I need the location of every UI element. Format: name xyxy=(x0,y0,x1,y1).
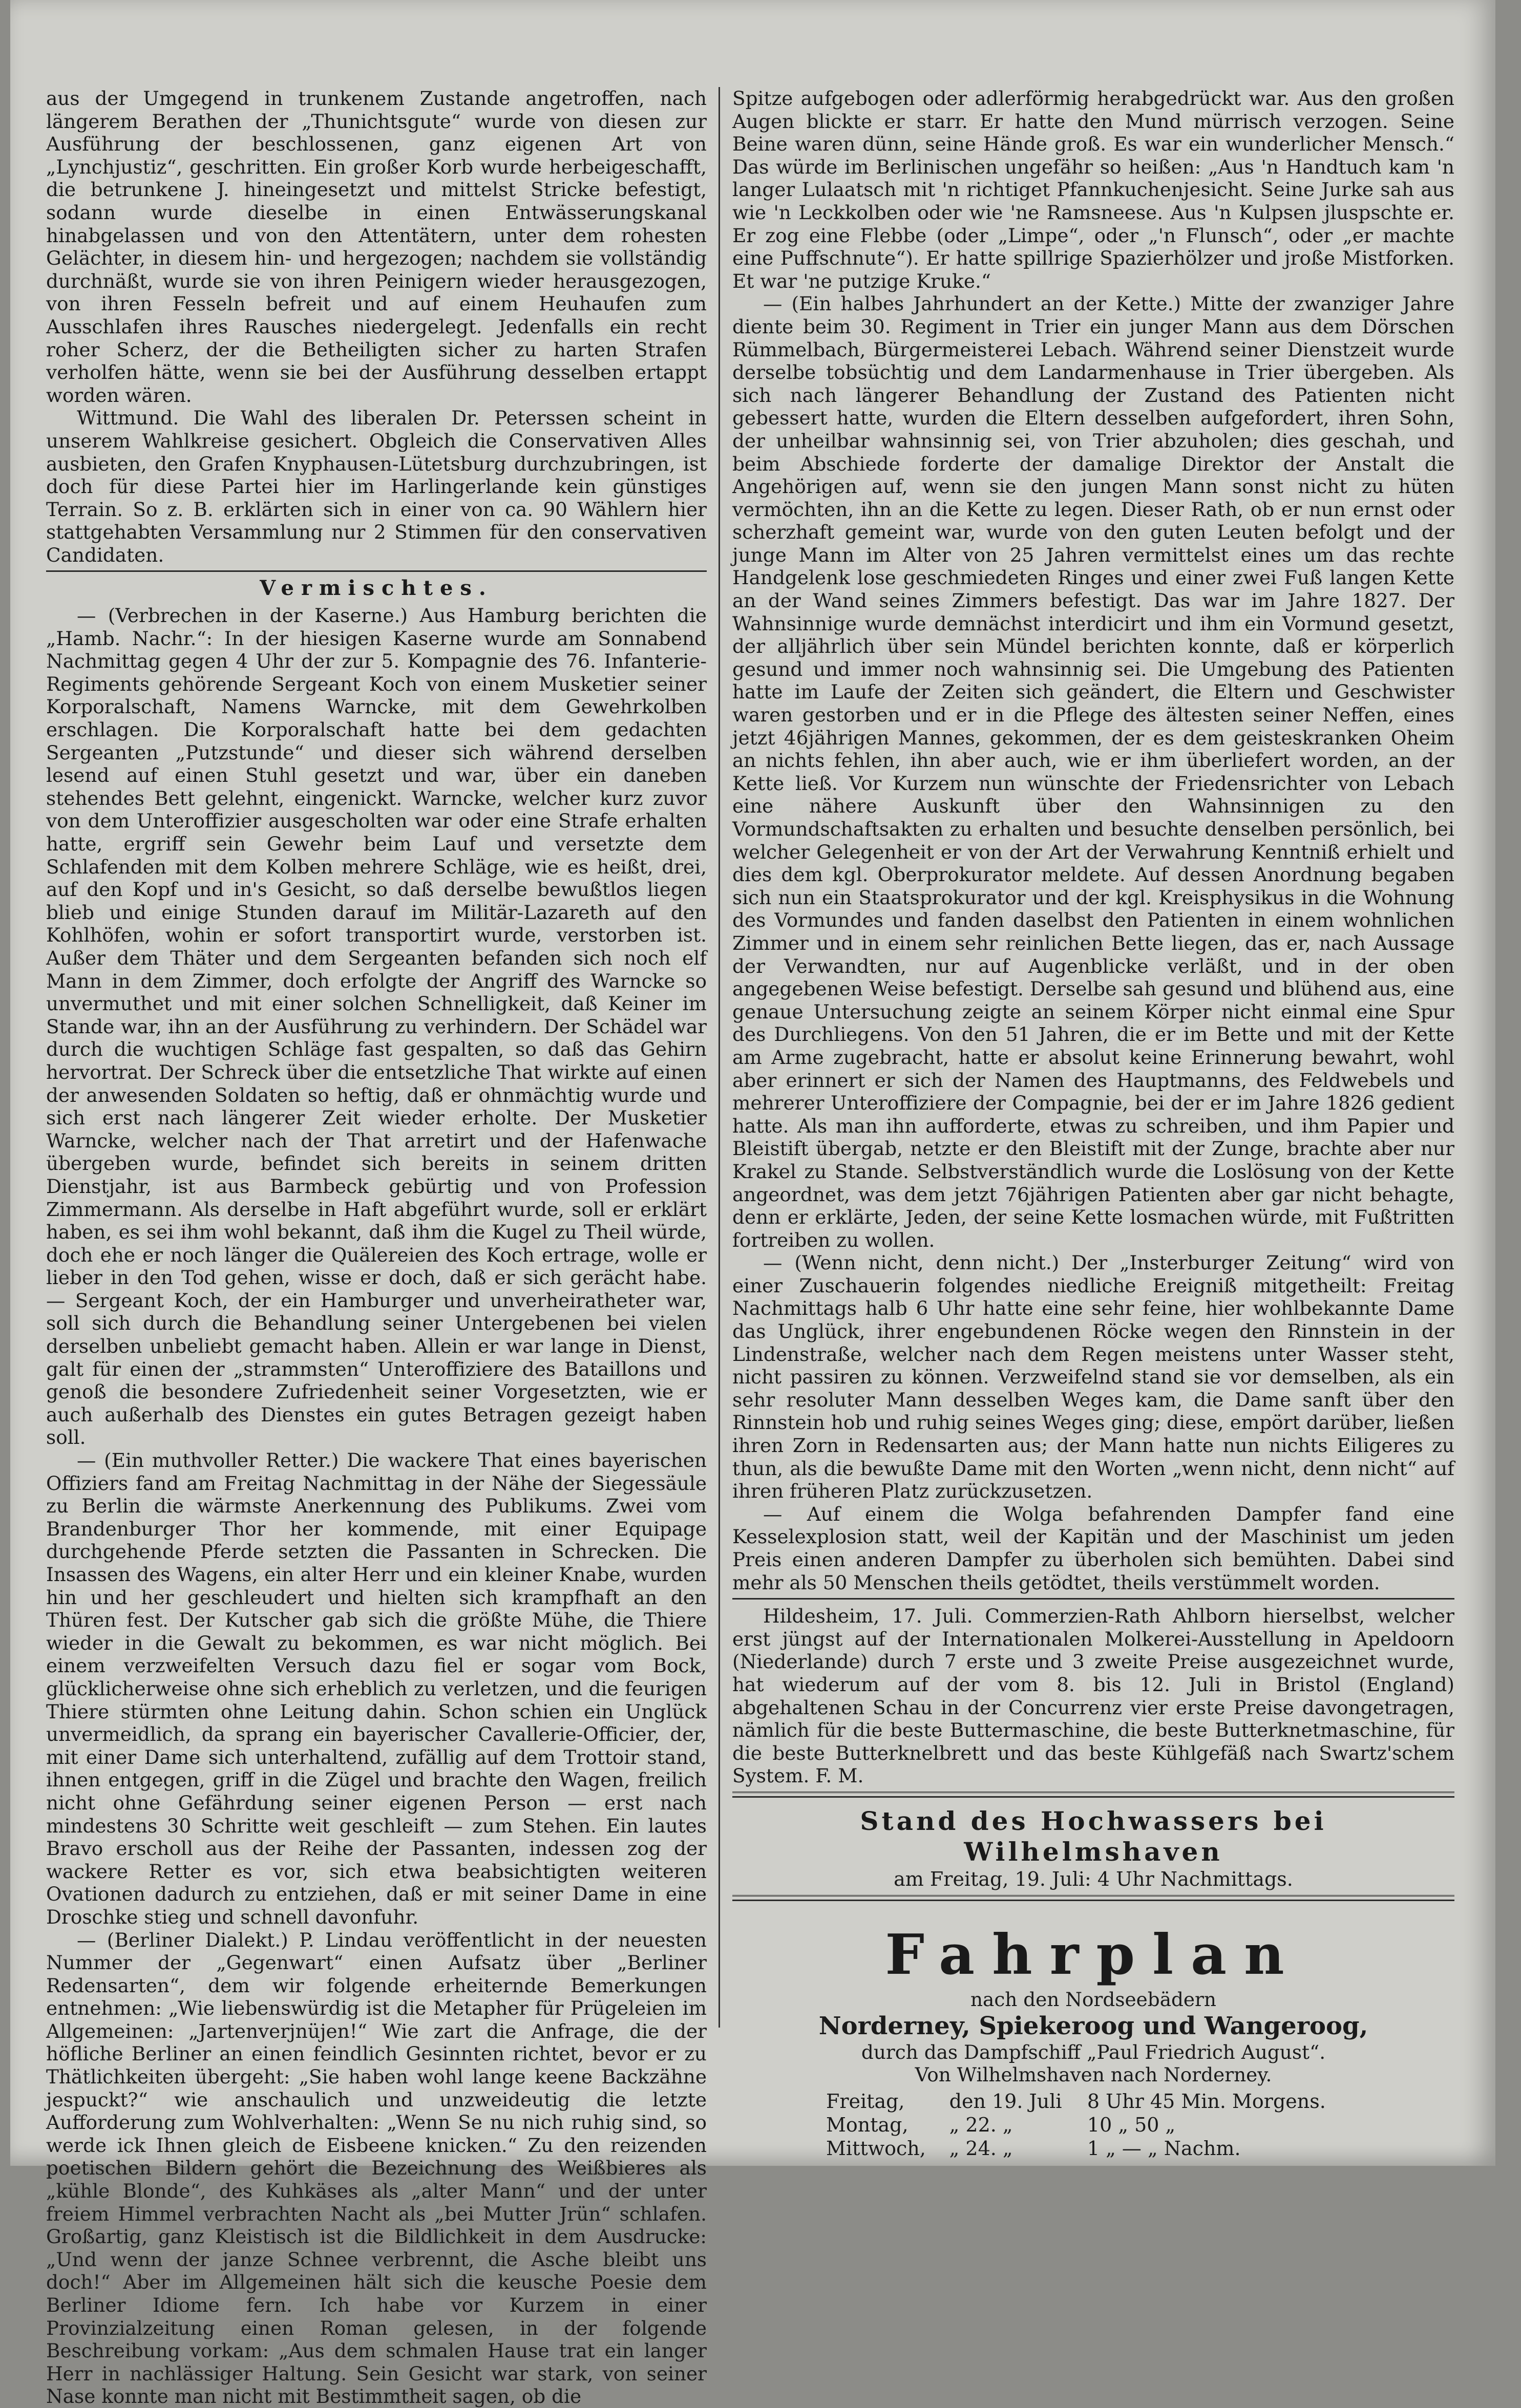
timetable-day: Mittwoch, xyxy=(826,2137,926,2160)
right-column xyxy=(732,87,1454,2160)
section-title-vermischtes: Vermischtes. xyxy=(260,576,493,601)
section-divider xyxy=(46,570,707,572)
article-wolga: — Auf einem die Wolga befahrenden Dampfer fand eine Kesselexplosion statt, weil der Kapitän und der Maschinist um jeden Preis einen anderen Dampfer zu überholen sich bemühten. Dabei sind mehr als 50 Menschen theils getödtet, theils verstümmelt worden. xyxy=(732,1502,1454,1594)
article-dialekt: — (Berliner Dialekt.) P. Lindau veröffentlicht in der neuesten Nummer der „Gegenwart“ einen Aufsatz über „Berliner Redensarten“, dem wir folgende erheiternde Bemerkungen entnehmen: „Wie liebenswürdig ist die Metapher für Prügeleien im Allgemeinen: „Jartenverjnüjen!“ Wie zart die Anfrage, die der höfliche Berliner an einen feindlich Gesinnten richtet, bevor er zu Thätlichkeiten übergeht: „Sie haben wohl lange keene Backzähne jespuckt?“ wie anschaulich und unzweideutig die letzte Aufforderung zum Wohlverhalten: „Wenn Se nu nich ruhig sind, so werde ick Ihnen gleich de Eisbeene knicken.“ Zu den reizenden poetischen Bildern gehört die Bezeichnung des Weißbieres als „kühle Blonde“, des Kuhkäses als „alter Mann“ und der unter freiem Himmel verbrachten Nacht als „bei Mutter Jrün“ schlafen. Großartig, ganz Kleistisch ist die Bildlichkeit in dem Ausdrucke: „Und wenn der janze Schnee verbrennt, die Asche bleibt uns doch!“ Aber im Allgemeinen hält sich die keusche Poesie dem Berliner Idiome fern. Ich habe vor Kurzem in einer Provinzialzeitung einen Roman gelesen, in der folgende Beschreibung vorkam: „Aus dem schmalen Hause trat ein langer Herr in nachlässiger Haltung. Sein Gesicht war stark, von seiner Nase konnte man nicht mit Bestimmtheit sagen, ob die xyxy=(46,1928,707,2408)
timetable-time: 8 Uhr 45 Min. Morgens. xyxy=(1087,2090,1326,2113)
newspaper-page xyxy=(10,0,1495,2408)
section-divider-double xyxy=(732,1792,1454,1798)
article-hildesheim: Hildesheim, 17. Juli. Commerzien-Rath Ahlborn hierselbst, welcher erst jüngst auf der Internationalen Molkerei-Ausstellung in Apeldoorn (Niederlande) durch 7 erste und 3 zweite Preise ausgezeichnet wurde, hat wiederum auf der vom 8. bis 12. Juli in Bristol (England) abgehaltenen Schau in der Concurrenz vier erste Preise davongetragen, nämlich für die beste Buttermaschine, die beste Butterknetmaschine, für die beste Butterknelbrett und das beste Kühlgefäß nach Swartz'schem System. F. M. xyxy=(732,1605,1454,1787)
fahrplan-timetable xyxy=(822,2090,1365,2160)
section-divider-double xyxy=(732,1895,1454,1901)
timetable-date: den 19. Juli xyxy=(949,2090,1062,2113)
fahrplan-ship: durch das Dampfschiff „Paul Friedrich August“. xyxy=(861,2040,1326,2063)
fahrplan-subtitle: nach den Nordseebädern xyxy=(970,1988,1217,2011)
fahrplan-title: Fahrplan xyxy=(885,1922,1302,1987)
article-retter: — (Ein muthvoller Retter.) Die wackere That eines bayerischen Offiziers fand am Freitag Nachmittag in der Nähe der Siegessäule zu Berlin die wärmste Anerkennung des Publikums. Zwei vom Brandenburger Thor her kommende, mit einer Equipage durchgehende Pferde setzten die Passanten in Schrecken. Die Insassen des Wagens, ein alter Herr und ein kleiner Knabe, wurden hin und her geschleudert und hielten sich krampfhaft an den Thüren fest. Der Kutscher gab sich die größte Mühe, die Thiere wieder in die Gewalt zu bekommen, es war nicht möglich. Bei einem verzweifelten Versuch dazu fiel er sogar vom Bock, glücklicherweise ohne sich erheblich zu verletzen, und die feurigen Thiere stürmten ohne Leitung dahin. Schon schien ein Unglück unvermeidlich, da sprang ein bayerischer Cavallerie-Officier, der, mit einer Dame sich unterhaltend, zufällig auf dem Trottoir stand, ihnen entgegen, griff in die Zügel und brachte den Wagen, freilich nicht ohne Gefährdung seiner eigenen Person — erst nach mindestens 30 Schritte weit geschleift — zum Stehen. Ein lautes Bravo erscholl aus der Reihe der Passanten, indessen zog der wackere Retter es vor, sich etwa beabsichtigten weiteren Ovationen dadurch zu entziehen, daß er mit seiner Dame in eine Droschke stieg und schnell davonfuhr. xyxy=(46,1449,707,1928)
timetable-day: Montag, xyxy=(826,2113,909,2136)
article-wittmund: Wittmund. Die Wahl des liberalen Dr. Peterssen scheint in unserem Wahlkreise gesichert. Obgleich die Conservativen Alles ausbieten, den Grafen Knyphausen-Lütetsburg durchzubringen, ist doch für diese Partei hier im Harlingerlande kein günstiges Terrain. So z. B. erklärten sich in einer von ca. 90 Wählern hier stattgehabten Versammlung nur 2 Stimmen für den conservativen Candidaten. xyxy=(46,407,707,566)
table-row xyxy=(822,2113,1365,2137)
timetable-date: „ 24. „ xyxy=(949,2137,1013,2160)
article-kaserne: — (Verbrechen in der Kaserne.) Aus Hamburg berichten die „Hamb. Nachr.“: In der hiesigen Kaserne wurde am Sonnabend Nachmittag gegen 4 Uhr der zur 5. Kompagnie des 76. Infanterie-Regiments gehörende Sergeant Koch von einem Musketier seiner Korporalschaft, Namens Warncke, mit dem Gewehrkolben erschlagen. Die Korporalschaft hatte bei dem gedachten Sergeanten „Putzstunde“ und dieser sich während derselben lesend auf einen Stuhl gesetzt und war, über ein daneben stehendes Bett gelehnt, eingenickt. Warncke, welcher kurz zuvor von dem Unteroffizier ausgescholten war oder eine Strafe erhalten hatte, ergriff sein Gewehr beim Lauf und versetzte dem Schlafenden mit dem Kolben mehrere Schläge, wie es heißt, drei, auf den Kopf und in's Gesicht, so daß derselbe bewußtlos liegen blieb und einige Stunden darauf im Militär-Lazareth auf den Kohlhöfen, wohin er sofort transportirt wurde, verstorben ist. Außer dem Thäter und dem Sergeanten befanden sich noch elf Mann in dem Zimmer, doch erfolgte der Angriff des Warncke so unvermuthet und mit einer solchen Schnelligkeit, daß Keiner im Stande war, ihn an der Ausführung zu verhindern. Der Schädel war durch die wuchtigen Schläge fast gespalten, so daß das Gehirn hervortrat. Der Schreck über die entsetzliche That wirkte auf einen der anwesenden Soldaten so heftig, daß er ohnmächtig wurde und sich erst nach längerer Zeit wieder erholte. Der Musketier Warncke, welcher nach der That arretirt und der Hafenwache übergeben wurde, befindet sich bereits in seinem dritten Dienstjahr, ist aus Barmbeck gebürtig und von Profession Zimmermann. Als derselbe in Haft abgeführt wurde, soll er erklärt haben, es sei ihm wohl bekannt, daß ihm die Kugel zu Theil würde, doch ehe er noch länger die Quälereien des Koch ertrage, wolle er lieber in den Tod gehen, wisse er doch, daß er sich gerächt habe. — Sergeant Koch, der ein Hamburger und unverheiratheter war, soll sich durch die Behandlung seiner Untergebenen bei vielen derselben unbeliebt gemacht haben. Allein er war lange in Dienst, galt für einen der „strammsten“ Unteroffiziere des Bataillons und genoß die besondere Zufriedenheit seiner Vorgesetzten, wie er auch außerhalb des Dienstes ein gutes Betragen gezeigt haben soll. xyxy=(46,604,707,1449)
column-rule xyxy=(719,87,720,2028)
timetable-time: 10 „ 50 „ xyxy=(1087,2113,1176,2136)
article-wenn-nicht: — (Wenn nicht, denn nicht.) Der „Insterburger Zeitung“ wird von einer Zuschauerin folgendes niedliche Ereigniß mitgetheilt: Freitag Nachmittags halb 6 Uhr hatte eine sehr feine, hier wohlbekannte Dame das Unglück, ihrer engebundenen Röcke wegen den Rinnstein in der Lindenstraße, welcher nach dem Regen meistens unter Wasser steht, nicht passiren zu können. Verzweifelnd stand sie vor demselben, als ein sehr resoluter Mann desselben Weges kam, die Dame sanft über den Rinnstein hob und ruhig seines Weges ging; diese, empört darüber, ließen ihren Zorn in Redensarten aus; der Mann hatte nun nichts Eiligeres zu thun, als die bewußte Dame mit den Worten „wenn nicht, denn nicht“ auf ihren früheren Platz zurückzusetzen. xyxy=(732,1251,1454,1503)
fahrplan-route: Von Wilhelmshaven nach Norderney. xyxy=(915,2063,1272,2086)
article-dialekt-continued: Spitze aufgebogen oder adlerförmig herabgedrückt war. Aus den großen Augen blickte er starr. Er hatte den Mund mürrisch verzogen. Seine Beine waren dünn, seine Hände groß. Es war ein wunderlicher Mensch.“ Das würde im Berlinischen ungefähr so heißen: „Aus 'n Handtuch kam 'n langer Lulaatsch mit 'n richtiget Pfannkuchenjesicht. Seine Jurke sah aus wie 'n Leckkolben oder wie 'ne Ramsneese. Aus 'n Kulpsen jluspschte er. Er zog eine Flebbe (oder „Limpe“, oder „'n Flunsch“, oder „er machte eine Puffschnute“). Er hatte spillrige Spazierhölzer und jroße Mistforken. Et war 'ne putzige Kruke.“ xyxy=(732,87,1454,292)
left-column xyxy=(46,87,707,2408)
timetable-day: Freitag, xyxy=(826,2090,905,2113)
table-row xyxy=(822,2137,1365,2160)
article-lynchjustiz: aus der Umgegend in trunkenem Zustande angetroffen, nach längerem Berathen der „Thunichtsgute“ wurde von diesen zur Ausführung der beschlossenen, ganz eigenen Art von „Lynchjustiz“, geschritten. Ein großer Korb wurde herbeigeschafft, die betrunkene J. hineingesetzt und mittelst Stricke befestigt, sodann wurde dieselbe in einen Entwässerungskanal hinabgelassen und von den Attentätern, unter dem rohesten Gelächter, in diesem hin- und hergezogen; nachdem sie vollständig durchnäßt, wurde sie von ihren Peinigern wieder herausgezogen, von ihren Fesseln befreit und auf einem Heuhaufen zum Ausschlafen ihres Rausches niedergelegt. Jedenfalls ein recht roher Scherz, der die Betheiligten sicher zu harten Strafen verholfen hätte, wenn sie bei der Ausführung desselben ertappt worden wären. xyxy=(46,87,707,407)
article-kette: — (Ein halbes Jahrhundert an der Kette.) Mitte der zwanziger Jahre diente beim 30. Regiment in Trier ein junger Mann aus dem Dörschen Rümmelbach, Bürgermeisterei Lebach. Während seiner Dienstzeit wurde derselbe tobsüchtig und dem Landarmenhause in Trier übergeben. Als sich nach längerer Behandlung der Zustand des Patienten nicht gebessert hatte, wurden die Eltern desselben aufgefordert, ihren Sohn, der unheilbar wahnsinnig sei, von Trier abzuholen; dies geschah, und beim Abschiede forderte der damalige Direktor der Anstalt die Angehörigen auf, wenn sie den jungen Mann sonst nicht zu hüten vermöchten, ihn an die Kette zu legen. Dieser Rath, ob er nun ernst oder scherzhaft gemeint war, wurde von den guten Leuten befolgt und der junge Mann im Alter von 25 Jahren vermittelst eines um das rechte Handgelenk lose geschmiedeten Ringes und einer zwei Fuß langen Kette an der Wand seines Zimmers befestigt. Das war im Jahre 1827. Der Wahnsinnige wurde demnächst interdicirt und ihm ein Vormund gesetzt, der alljährlich über sein Mündel berichten konnte, daß er körperlich gesund und immer noch wahnsinnig sei. Die Umgebung des Patienten hatte im Laufe der Zeiten sich geändert, die Eltern und Geschwister waren gestorben und er in die Pflege des ältesten seiner Neffen, eines jetzt 46jährigen Mannes, gekommen, der es dem geisteskranken Oheim an nichts fehlen, ihn aber auch, wie er ihm überliefert worden, an der Kette ließ. Vor Kurzem nun wünschte der Friedensrichter von Lebach eine nähere Auskunft über den Wahnsinnigen zu den Vormundschaftsakten zu erhalten und besuchte denselben persönlich, bei welcher Gelegenheit er von der Art der Verwahrung Kenntniß erhielt und dies dem kgl. Oberprokurator meldete. Auf dessen Anordnung begaben sich nun ein Staatsprokurator und der kgl. Kreisphysikus in die Wohnung des Vormundes und fanden daselbst den Patienten in einem wohnlichen Zimmer und in einem sehr reinlichen Bette liegen, das er, nach Aussage der Verwandten, nur auf Augenblicke verläßt, und in der oben angegebenen Weise befestigt. Derselbe sah gesund und blühend aus, eine genaue Untersuchung zeigte an seinem Körper nicht einmal eine Spur des Durchliegens. Von den 51 Jahren, die er im Bette und mit der Kette am Arme zugebracht, hatte er absolut keine Erinnerung bewahrt, wohl aber erinnert er sich der Namen des Hauptmanns, des Feldwebels und mehrerer Unteroffiziere der Compagnie, bei der er im Jahre 1826 gedient hatte. Als man ihn aufforderte, etwas zu schreiben, und ihm Papier und Bleistift übergab, netzte er den Bleistift mit der Zunge, brachte aber nur Krakel zu Stande. Selbstverständlich wurde die Loslösung von der Kette angeordnet, was dem jetzt 76jährigen Patienten aber gar nicht behagte, denn er erklärte, Jeden, der seine Kette losmachen würde, mit Fußtritten fortreiben zu wollen. xyxy=(732,292,1454,1251)
timetable-time: 1 „ — „ Nachm. xyxy=(1087,2137,1241,2160)
table-row xyxy=(822,2090,1365,2113)
timetable-date: „ 22. „ xyxy=(949,2113,1013,2136)
section-divider xyxy=(732,1598,1454,1600)
fahrplan-destinations: Norderney, Spiekeroog und Wangeroog, xyxy=(818,2011,1368,2040)
hochwasser-subtitle: am Freitag, 19. Juli: 4 Uhr Nachmittags. xyxy=(894,1867,1293,1890)
hochwasser-title: Stand des Hochwassers bei Wilhelmshaven xyxy=(860,1805,1327,1867)
